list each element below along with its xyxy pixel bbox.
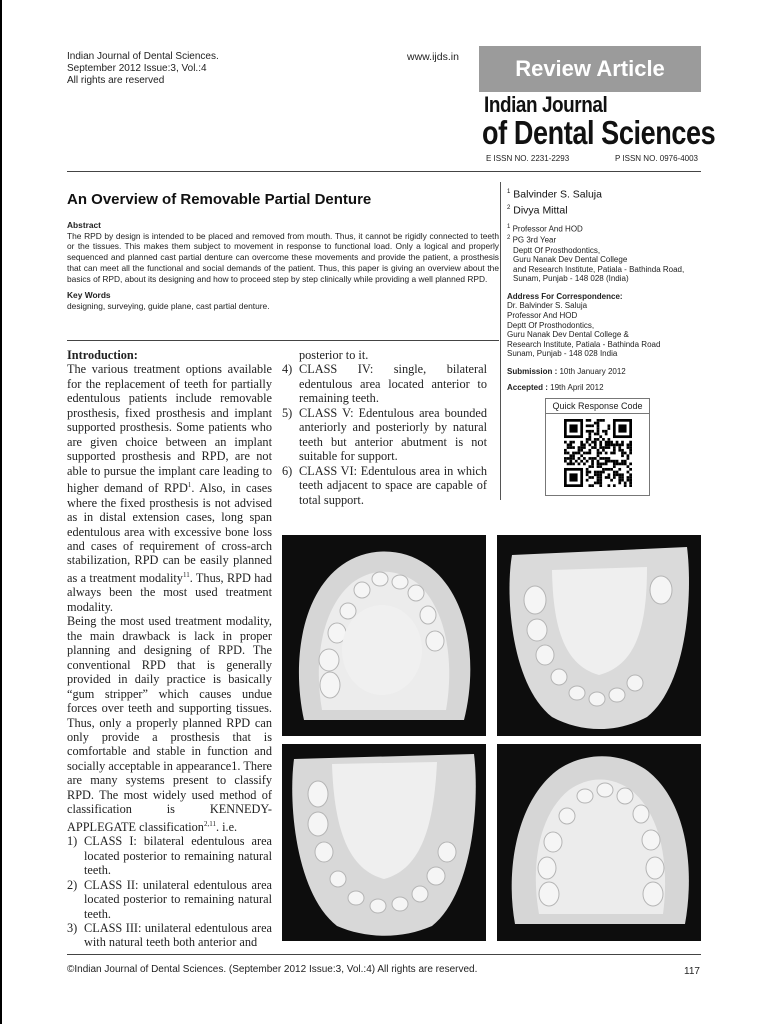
journal-logo-line2: of Dental Sciences	[482, 114, 716, 151]
class-list-item: 5) CLASS V: Edentulous area bounded anteriorly and posteriorly by natural teeth but anterior abutment is not suitable for support.	[282, 405, 487, 464]
affiliation-line: Guru Nanak Dev Dental College	[513, 255, 628, 265]
page-number: 117	[684, 966, 700, 977]
class-3-continuation: posterior to it.	[299, 348, 369, 362]
class-list-item: 3) CLASS III: unilateral edentulous area with natural teeth both anterior and	[67, 920, 272, 950]
correspondence-line: Professor And HOD	[507, 311, 578, 321]
correspondence-line: Dr. Balvinder S. Saluja	[507, 301, 588, 311]
intro-paragraph-1: The various treatment options available for the replacement of teeth for partially edentulous patients include removable prosthesis, fixed prosthesis and implant supported prosthesis. Some patients who are given choice between an implant supported prosthesis and RPD, are not able to pursue the implant care leading to higher demand of RPD$^1$. Also, in cases where the fixed prosthesis is not advised as in distal extension cases, long span edentulous area with excessive bone loss and cases of requirement of cross-arch stabilization, RPD can be easily planned as a treatment modality$^{11}$. Thus, RPD had always been the most used treatment modality.	[67, 362, 273, 614]
correspondence-heading: Address For Correspondence:	[507, 291, 623, 301]
journal-issue-line: September 2012 Issue:3, Vol.:4	[67, 63, 207, 74]
abstract-heading: Abstract	[67, 220, 101, 230]
header-divider	[67, 171, 701, 172]
correspondence-line: Research Institute, Patiala - Bathinda Road	[507, 339, 661, 349]
class-list-item: 6) CLASS VI: Edentulous area in which teeth adjacent to space are capable of total support.	[282, 463, 487, 507]
author-2: $^2$ Divya Mittal	[507, 204, 568, 216]
qr-code-icon[interactable]	[564, 419, 632, 487]
journal-name-line: Indian Journal of Dental Sciences.	[67, 51, 219, 62]
affiliation-line: Sunam, Punjab - 148 028 (India)	[513, 274, 629, 284]
affiliation-line: Deptt Of Prosthodontics,	[513, 245, 601, 255]
abstract-section	[67, 220, 499, 312]
abstract-divider	[67, 340, 499, 341]
body-column-1	[67, 348, 272, 950]
page-edge-rule	[0, 0, 2, 1024]
affiliation-1: $^1$ Professor And HOD	[507, 224, 583, 234]
issn-row	[486, 154, 698, 163]
dental-cast-photo-1	[282, 535, 486, 736]
journal-url[interactable]: www.ijds.in	[407, 51, 459, 63]
correspondence-line: Sunam, Punjab - 148 028 India	[507, 349, 618, 359]
article-title: An Overview of Removable Partial Denture	[67, 191, 372, 208]
intro-paragraph-2: Being the most used treatment modality, the main drawback is lack in proper planning and designing of RPD. The conventional RPD that is generally provided in daily practice is basically “gum stripper” which causes undue forces over teeth and supporting tissues. Thus, only a properly planned RPD can only provide a prosthesis that is comfortable and stable in function and socially acceptable in appearance1. There are many systems present to classify RPD. The most widely used method of classification is KENNEDY-APPLEGATE classification$^{2,11}$. i.e.	[67, 614, 272, 834]
accepted-date: Accepted : 19th April 2012	[507, 382, 604, 392]
introduction-heading: Introduction:	[67, 348, 138, 362]
body-column-2	[282, 348, 487, 507]
affiliations	[507, 223, 703, 284]
dental-cast-photo-4	[497, 744, 701, 941]
qr-label: Quick Response Code	[546, 399, 649, 414]
keywords-text: designing, surveying, guide plane, cast partial denture.	[67, 300, 270, 311]
author-panel	[507, 186, 703, 392]
footer-copyright: ©Indian Journal of Dental Sciences. (September 2012 Issue:3, Vol.:4) All rights are reserved.	[67, 964, 478, 975]
class-list-item: 4) CLASS IV: single, bilateral edentulous area located anterior to remaining teeth.	[282, 362, 487, 406]
dental-cast-photo-2	[497, 535, 701, 736]
qr-code-panel	[545, 398, 650, 496]
correspondence-line: Deptt Of Prosthodontics,	[507, 320, 595, 330]
p-issn: P ISSN NO. 0976-4003	[614, 154, 698, 163]
footer-divider	[67, 954, 701, 955]
author-1: $^1$ Balvinder S. Saluja	[507, 188, 602, 201]
submission-date: Submission : 10th January 2012	[507, 367, 626, 377]
affiliation-line: and Research Institute, Patiala - Bathinda Road,	[513, 264, 685, 274]
class-list-item: 2) CLASS II: unilateral edentulous area located posterior to remaining natural teeth.	[67, 877, 272, 921]
journal-citation	[67, 51, 219, 87]
e-issn: E ISSN NO. 2231-2293	[486, 154, 570, 163]
article-type-badge: Review Article	[479, 46, 701, 92]
abstract-text: The RPD by design is intended to be placed and removed from mouth. Thus, it cannot be rigidly connected to teeth or the tissues. This makes them subject to movement in response to functional load. Only a logical and properly sequenced and planned cast partial denture can overcome these movements and provide the patient, a prosthesis that can meet all the functional and social demands of the patient. Thus, this paper is giving an overview about the basics of RPD, about its designing and how to proceed step by step clinically while providing a well planned RPD.	[67, 230, 499, 284]
keywords-heading: Key Words	[67, 290, 111, 301]
journal-logo-line1: Indian Journal	[484, 92, 608, 117]
column-divider	[500, 182, 501, 500]
affiliation-2: $^2$ PG 3rd Year	[507, 235, 557, 245]
dental-cast-photo-3	[282, 744, 486, 941]
class-list-item: 1) CLASS I: bilateral edentulous area located posterior to remaining natural teeth.	[67, 834, 272, 878]
correspondence-line: Guru Nanak Dev Dental College &	[507, 330, 629, 340]
journal-rights-line: All rights are reserved	[67, 75, 165, 86]
